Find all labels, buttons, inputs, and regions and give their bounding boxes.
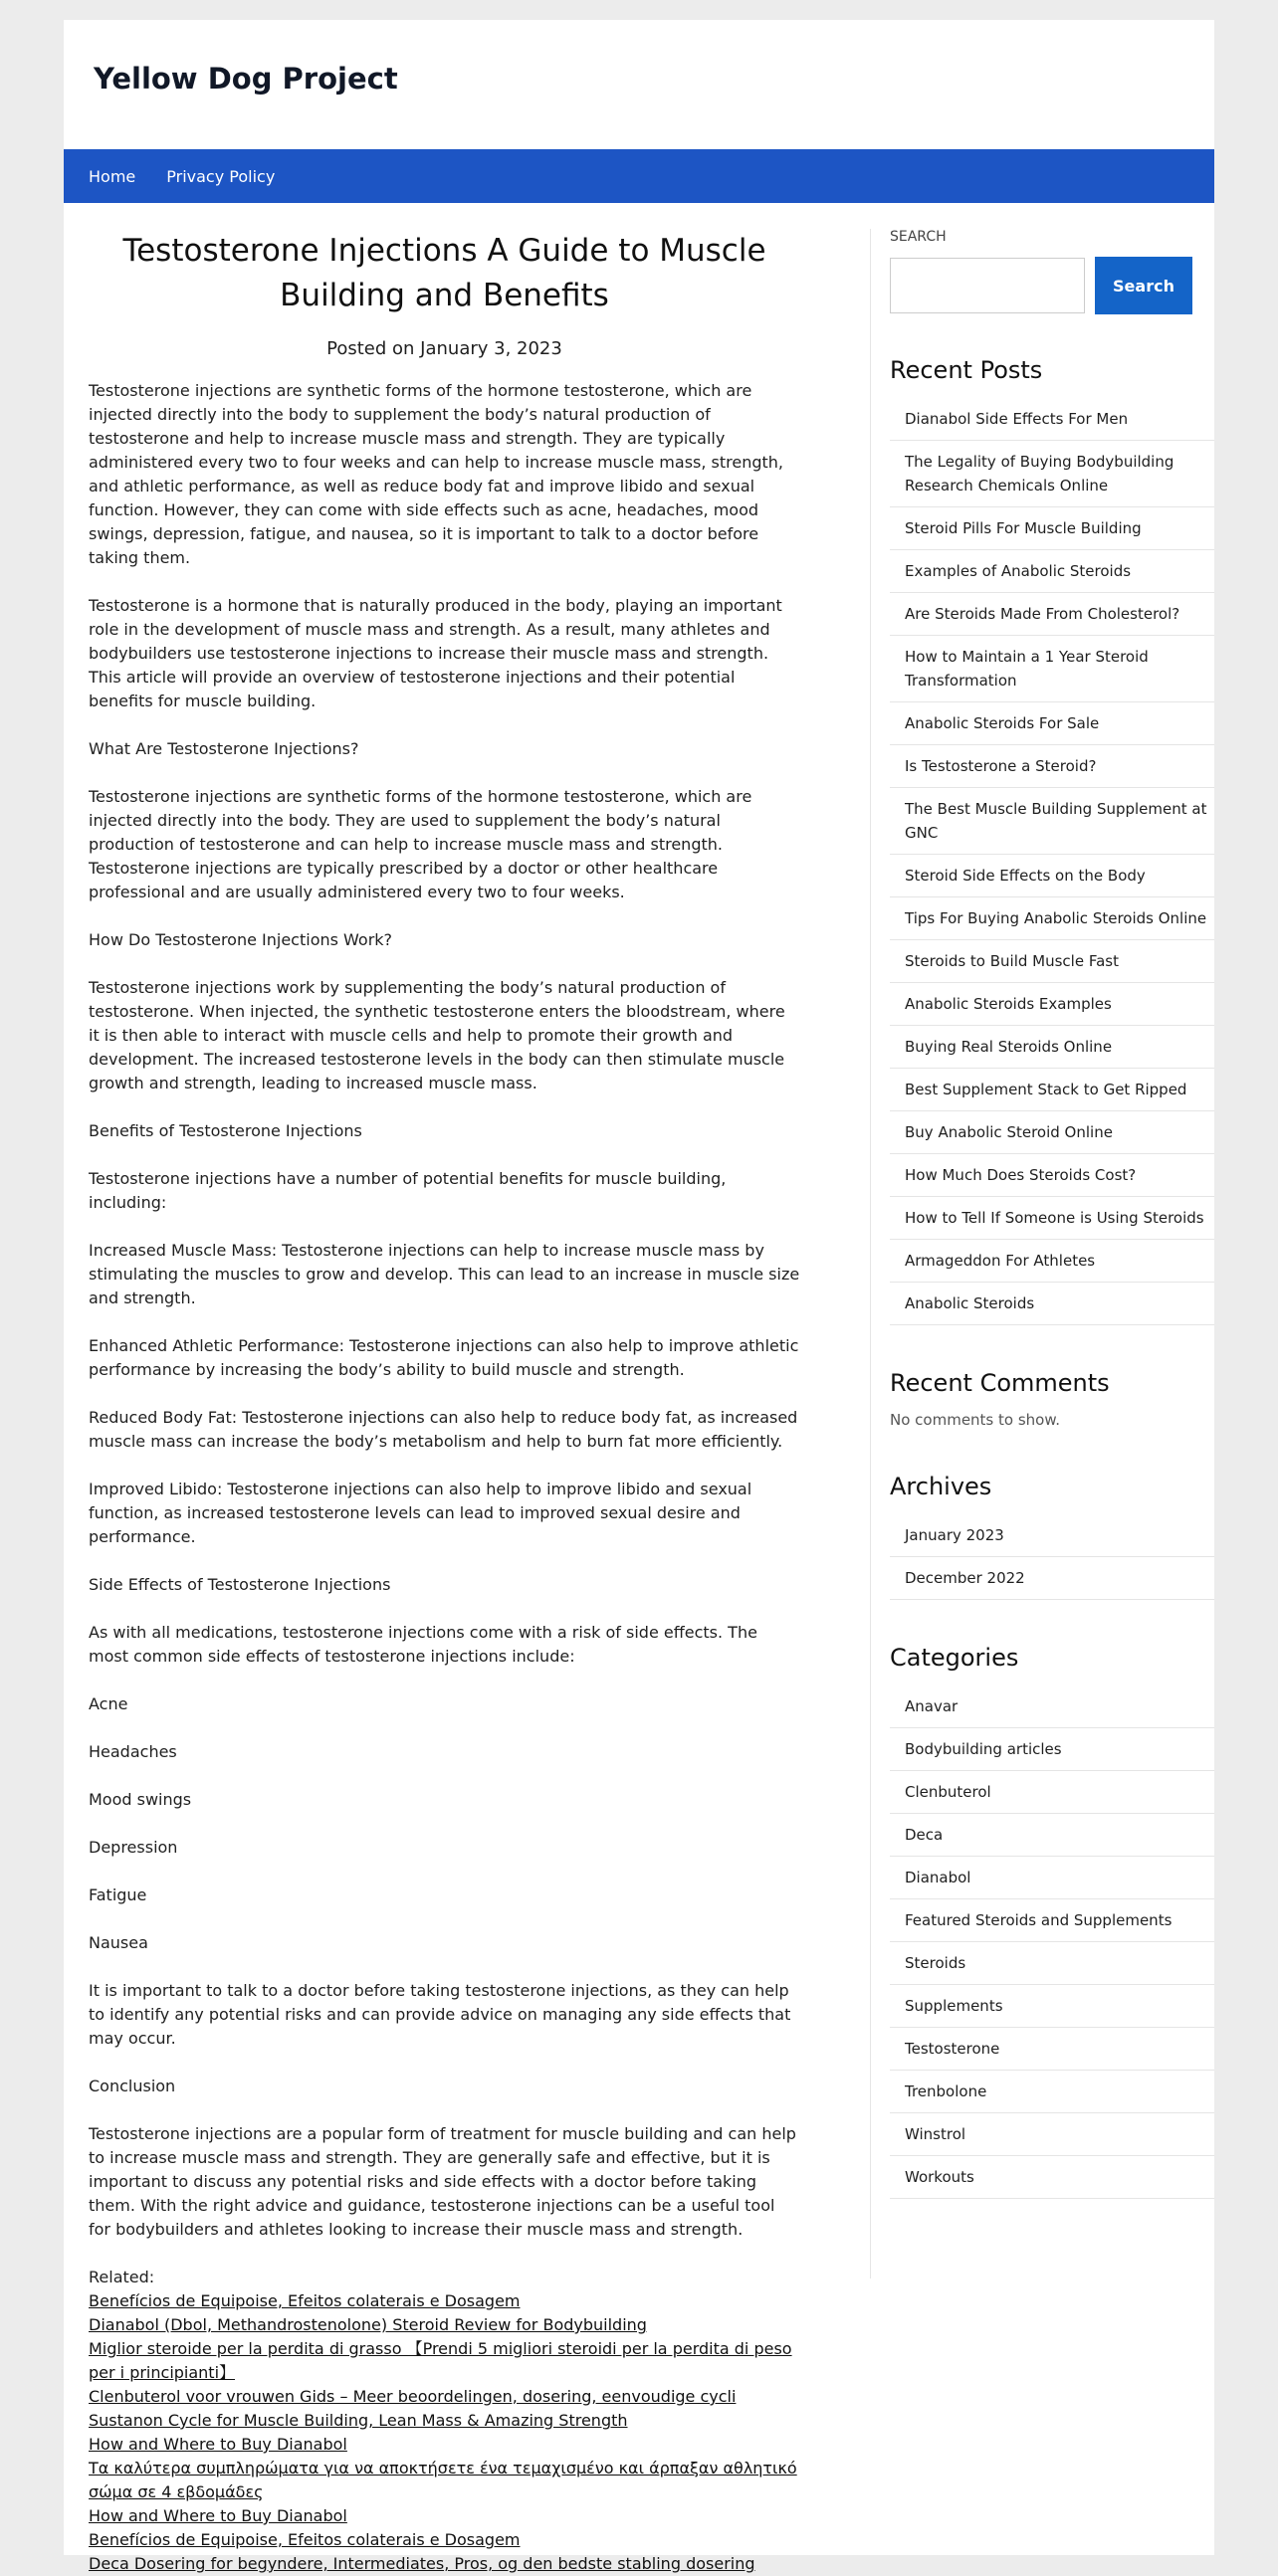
post-paragraph: Improved Libido: Testosterone injections can also help to improve libido and sexual function, as increased testosterone levels can lead to improved sexual desire and performance. [89, 1480, 752, 1546]
category-item [890, 1985, 1214, 2028]
sidebar [890, 229, 1214, 2199]
archive-link[interactable]: January 2023 [905, 1526, 1004, 1544]
category-item [890, 2156, 1214, 2199]
recent-post-link[interactable]: Best Supplement Stack to Get Ripped [905, 1081, 1187, 1098]
post-paragraph: Testosterone injections are a popular form of treatment for muscle building and can help to increase muscle mass and strength. They are generally safe and effective, but it is important to discuss any potential risks and side effects with a doctor before taking them. With the right advice and guidance, testosterone injections can be a useful tool for bodybuilders and athletes looking to increase their muscle mass and strength. [89, 2124, 796, 2239]
related-links [89, 2289, 800, 2576]
category-link[interactable]: Trenbolone [905, 2082, 987, 2100]
recent-posts-title: Recent Posts [890, 356, 1043, 384]
recent-post-link[interactable]: Dianabol Side Effects For Men [905, 410, 1129, 428]
related-link[interactable]: Τα καλύτερα συμπληρώματα για να αποκτήσετε ένα τεμαχισμένο και άρπαξαν αθλητικό σώμα σε 4 εβδομάδες [89, 2459, 797, 2501]
related-section [89, 2266, 800, 2576]
recent-post-link[interactable]: Are Steroids Made From Cholesterol? [905, 605, 1180, 623]
category-item [890, 1814, 1214, 1857]
categories-title: Categories [890, 1644, 1019, 1672]
archives-list [890, 1514, 1214, 1600]
post-paragraph: Increased Muscle Mass: Testosterone injections can help to increase muscle mass by stimulating the muscles to grow and develop. This can lead to an increase in muscle size and strength. [89, 1241, 800, 1307]
category-link[interactable]: Supplements [905, 1997, 1003, 2015]
post-paragraph: Mood swings [89, 1790, 192, 1809]
recent-post-link[interactable]: Steroids to Build Muscle Fast [905, 952, 1119, 970]
related-link[interactable]: Dianabol (Dbol, Methandrostenolone) Steroid Review for Bodybuilding [89, 2315, 647, 2334]
recent-post-item [890, 745, 1214, 788]
post-paragraph: Side Effects of Testosterone Injections [89, 1575, 391, 1594]
categories-list [890, 1685, 1214, 2199]
recent-post-link[interactable]: Steroid Pills For Muscle Building [905, 519, 1142, 537]
post-paragraph: Testosterone injections are synthetic forms of the hormone testosterone, which are injected directly into the body. They are used to supplement the body’s natural production of testosterone and can help to increase muscle mass and strength. Testosterone injections are typically prescribed by a doctor or other healthcare professional and are usually administered every two to four weeks. [89, 787, 752, 901]
recent-post-link[interactable]: The Best Muscle Building Supplement at GNC [905, 800, 1207, 842]
recent-post-item [890, 702, 1214, 745]
recent-post-item [890, 593, 1214, 636]
post-paragraph: Testosterone injections work by supplementing the body’s natural production of testosterone. When injected, the synthetic testosterone enters the bloodstream, where it is then able to interact with muscle cells and help to promote their growth and development. The increased testosterone levels in the body can then stimulate muscle growth and strength, leading to increased muscle mass. [89, 978, 785, 1092]
recent-post-item [890, 1069, 1214, 1111]
nav-privacy-policy[interactable]: Privacy Policy [166, 166, 276, 186]
recent-post-item [890, 855, 1214, 897]
post-paragraph: Fatigue [89, 1885, 147, 1904]
recent-post-item [890, 1240, 1214, 1283]
main-nav [64, 149, 1214, 203]
recent-post-item [890, 983, 1214, 1026]
archive-item [890, 1514, 1214, 1557]
recent-post-item [890, 788, 1214, 855]
category-item [890, 1857, 1214, 1899]
recent-post-link[interactable]: Anabolic Steroids Examples [905, 995, 1112, 1013]
search-label: SEARCH [890, 229, 947, 245]
archives-title: Archives [890, 1473, 992, 1500]
related-link[interactable]: How and Where to Buy Dianabol [89, 2435, 347, 2454]
post-paragraph: It is important to talk to a doctor before taking testosterone injections, as they can help to identify any potential risks and can provide advice on managing any side effects that may occur. [89, 1981, 791, 2048]
category-link[interactable]: Dianabol [905, 1869, 971, 1886]
category-item [890, 2071, 1214, 2113]
recent-comments-title: Recent Comments [890, 1369, 1110, 1397]
nav-home[interactable]: Home [89, 166, 136, 186]
related-link[interactable]: Deca Dosering for begyndere, Intermediates, Pros, og den bedste stabling dosering [89, 2554, 755, 2573]
recent-post-link[interactable]: The Legality of Buying Bodybuilding Research Chemicals Online [905, 453, 1174, 495]
related-link[interactable]: Miglior steroide per la perdita di grasso 【Prendi 5 migliori steroidi per la perdita di peso per i principianti】 [89, 2339, 792, 2382]
recent-post-link[interactable]: Steroid Side Effects on the Body [905, 867, 1146, 885]
site-title[interactable]: Yellow Dog Project [94, 62, 398, 96]
related-link[interactable]: Sustanon Cycle for Muscle Building, Lean Mass & Amazing Strength [89, 2411, 628, 2430]
post-paragraph: How Do Testosterone Injections Work? [89, 930, 393, 949]
column-divider [870, 229, 871, 2279]
recent-post-item [890, 897, 1214, 940]
category-item [890, 2028, 1214, 2071]
post-paragraph: What Are Testosterone Injections? [89, 739, 359, 758]
post-paragraph: Testosterone injections are synthetic forms of the hormone testosterone, which are injected directly into the body to supplement the body’s natural production of testosterone and help to increase muscle mass and strength. They are typically administered every two to four weeks and can help to increase muscle mass, strength, and athletic performance, as well as reduce body fat and improve libido and sexual function. However, they can come with side effects such as acne, headaches, mood swings, depression, fatigue, and nausea, so it is important to talk to a doctor before taking them. [89, 381, 784, 567]
category-item [890, 1685, 1214, 1728]
recent-posts-list [890, 398, 1214, 1325]
category-link[interactable]: Testosterone [905, 2040, 1000, 2058]
post-paragraph: Depression [89, 1838, 178, 1857]
recent-post-link[interactable]: Anabolic Steroids For Sale [905, 714, 1100, 732]
main-content [89, 229, 800, 2576]
post-paragraph: Testosterone injections have a number of potential benefits for muscle building, including: [89, 1169, 727, 1212]
related-link[interactable]: How and Where to Buy Dianabol [89, 2506, 347, 2525]
recent-post-item [890, 1111, 1214, 1154]
category-link[interactable]: Winstrol [905, 2125, 966, 2143]
category-link[interactable]: Steroids [905, 1954, 966, 1972]
search-form [890, 257, 1214, 314]
recent-post-item [890, 1197, 1214, 1240]
recent-post-link[interactable]: Anabolic Steroids [905, 1294, 1035, 1312]
recent-post-item [890, 940, 1214, 983]
recent-post-link[interactable]: Buying Real Steroids Online [905, 1038, 1113, 1056]
recent-post-link[interactable]: Tips For Buying Anabolic Steroids Online [905, 909, 1207, 927]
no-comments-text: No comments to show. [890, 1411, 1060, 1429]
recent-post-link[interactable]: How to Tell If Someone is Using Steroids [905, 1209, 1204, 1227]
category-item [890, 1771, 1214, 1814]
related-link[interactable]: Benefícios de Equipoise, Efeitos colaterais e Dosagem [89, 2291, 521, 2310]
category-link[interactable]: Deca [905, 1826, 944, 1844]
post-paragraph: Testosterone is a hormone that is naturally produced in the body, playing an important role in the development of muscle mass and strength. As a result, many athletes and bodybuilders use testosterone injections to increase their muscle mass and strength. This article will provide an overview of testosterone injections and their potential benefits for muscle building. [89, 596, 782, 710]
category-item [890, 1899, 1214, 1942]
search-input[interactable] [890, 258, 1085, 313]
post-title: Testosterone Injections A Guide to Muscle Building and Benefits [122, 233, 766, 313]
post-body [89, 379, 800, 2242]
post-paragraph: Conclusion [89, 2077, 176, 2095]
post-meta: Posted on January 3, 2023 [326, 338, 562, 359]
category-link[interactable]: Anavar [905, 1697, 958, 1715]
category-link[interactable]: Clenbuterol [905, 1783, 991, 1801]
post-paragraph: As with all medications, testosterone injections come with a risk of side effects. The most common side effects of testosterone injections include: [89, 1623, 757, 1666]
recent-post-item [890, 1026, 1214, 1069]
category-link[interactable]: Workouts [905, 2168, 974, 2186]
archive-link[interactable]: December 2022 [905, 1569, 1025, 1587]
post-paragraph: Enhanced Athletic Performance: Testosterone injections can also help to improve athletic performance by increasing the body’s ability to build muscle and strength. [89, 1336, 799, 1379]
recent-post-item [890, 398, 1214, 441]
recent-post-link[interactable]: Is Testosterone a Steroid? [905, 757, 1097, 775]
category-link[interactable]: Featured Steroids and Supplements [905, 1911, 1172, 1929]
category-item [890, 1942, 1214, 1985]
search-button[interactable]: Search [1095, 257, 1192, 314]
post-paragraph: Benefits of Testosterone Injections [89, 1121, 362, 1140]
post-paragraph: Headaches [89, 1742, 177, 1761]
recent-post-link[interactable]: Armageddon For Athletes [905, 1252, 1096, 1270]
category-item [890, 2113, 1214, 2156]
category-item [890, 1728, 1214, 1771]
recent-post-link[interactable]: Buy Anabolic Steroid Online [905, 1123, 1113, 1141]
recent-post-link[interactable]: How Much Does Steroids Cost? [905, 1166, 1137, 1184]
recent-post-item [890, 1154, 1214, 1197]
recent-post-item [890, 550, 1214, 593]
post-paragraph: Reduced Body Fat: Testosterone injections can also help to reduce body fat, as increased muscle mass can increase the body’s metabolism and help to burn fat more efficiently. [89, 1408, 798, 1451]
category-link[interactable]: Bodybuilding articles [905, 1740, 1062, 1758]
page [64, 20, 1214, 2573]
post-paragraph: Acne [89, 1694, 128, 1713]
archive-item [890, 1557, 1214, 1600]
related-label: Related: [89, 2268, 155, 2286]
related-link[interactable]: Benefícios de Equipoise, Efeitos colaterais e Dosagem [89, 2530, 521, 2549]
recent-post-item [890, 636, 1214, 702]
recent-post-link[interactable]: How to Maintain a 1 Year Steroid Transformation [905, 648, 1149, 690]
site-header [64, 20, 1214, 149]
recent-post-item [890, 441, 1214, 507]
post-paragraph: Nausea [89, 1933, 148, 1952]
recent-post-item [890, 1283, 1214, 1325]
related-link[interactable]: Clenbuterol voor vrouwen Gids – Meer beoordelingen, dosering, eenvoudige cycli [89, 2387, 737, 2406]
recent-post-link[interactable]: Examples of Anabolic Steroids [905, 562, 1132, 580]
recent-post-item [890, 507, 1214, 550]
